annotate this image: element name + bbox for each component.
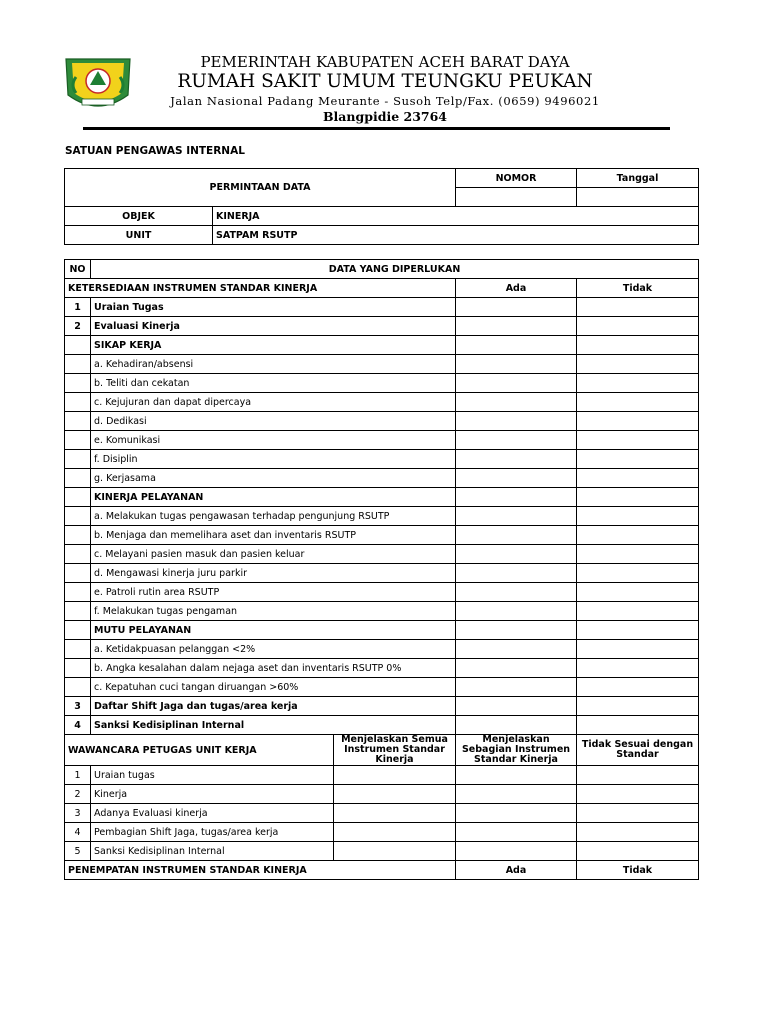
ada-check-cell[interactable] <box>456 583 577 602</box>
tidak-check-cell[interactable] <box>577 545 699 564</box>
row-number: 1 <box>65 298 91 317</box>
ada-check-cell[interactable] <box>456 298 577 317</box>
section3-header-row <box>65 861 699 880</box>
sebagian-check-cell[interactable] <box>456 842 577 861</box>
table-row <box>65 804 699 823</box>
row-text: f. Disiplin <box>91 450 456 469</box>
row-text: b. Teliti dan cekatan <box>91 374 456 393</box>
row-number <box>65 374 91 393</box>
table-row <box>65 317 699 336</box>
row-text: KINERJA PELAYANAN <box>91 488 456 507</box>
semua-check-cell[interactable] <box>334 766 456 785</box>
row-number: 1 <box>65 766 91 785</box>
ada-check-cell[interactable] <box>456 393 577 412</box>
letterhead-government: PEMERINTAH KABUPATEN ACEH BARAT DAYA <box>200 53 570 71</box>
ada-check-cell[interactable] <box>456 507 577 526</box>
ada-check-cell[interactable] <box>456 564 577 583</box>
tidak-check-cell[interactable] <box>577 507 699 526</box>
row-number <box>65 621 91 640</box>
row-number: 5 <box>65 842 91 861</box>
tidak-sesuai-check-cell[interactable] <box>577 823 699 842</box>
header-divider <box>83 127 670 130</box>
sebagian-check-cell[interactable] <box>456 823 577 842</box>
table-row <box>65 431 699 450</box>
sebagian-check-cell[interactable] <box>456 766 577 785</box>
table-row <box>65 716 699 735</box>
section3-col-tidak: Tidak <box>577 861 699 880</box>
request-table <box>64 168 699 245</box>
row-text: Kinerja <box>91 785 334 804</box>
tidak-check-cell[interactable] <box>577 564 699 583</box>
table-row <box>65 469 699 488</box>
table-row <box>65 374 699 393</box>
row-number <box>65 602 91 621</box>
ada-check-cell[interactable] <box>456 621 577 640</box>
table-row <box>65 545 699 564</box>
ada-check-cell[interactable] <box>456 317 577 336</box>
ada-check-cell[interactable] <box>456 545 577 564</box>
ada-check-cell[interactable] <box>456 602 577 621</box>
tidak-check-cell[interactable] <box>577 336 699 355</box>
row-text: a. Ketidakpuasan pelanggan <2% <box>91 640 456 659</box>
row-text: e. Komunikasi <box>91 431 456 450</box>
section2-col-semua: Menjelaskan Semua Instrumen Standar Kinerja <box>334 735 456 766</box>
nomor-value-cell[interactable] <box>456 188 577 207</box>
row-text: Sanksi Kedisiplinan Internal <box>91 716 456 735</box>
data-table <box>64 259 699 880</box>
row-number <box>65 336 91 355</box>
row-text: f. Melakukan tugas pengaman <box>91 602 456 621</box>
ada-check-cell[interactable] <box>456 640 577 659</box>
sebagian-check-cell[interactable] <box>456 785 577 804</box>
unit-value: SATPAM RSUTP <box>213 226 699 245</box>
table-row <box>65 355 699 374</box>
ada-check-cell[interactable] <box>456 469 577 488</box>
letterhead-hospital-name: RUMAH SAKIT UMUM TEUNGKU PEUKAN <box>177 71 593 92</box>
row-text: b. Menjaga dan memelihara aset dan inventaris RSUTP <box>91 526 456 545</box>
table-row <box>65 785 699 804</box>
table-row <box>65 842 699 861</box>
row-text: MUTU PELAYANAN <box>91 621 456 640</box>
row-text: a. Kehadiran/absensi <box>91 355 456 374</box>
row-text: Pembagian Shift Jaga, tugas/area kerja <box>91 823 334 842</box>
table-row <box>65 450 699 469</box>
table-row <box>65 393 699 412</box>
ada-check-cell[interactable] <box>456 450 577 469</box>
tidak-sesuai-check-cell[interactable] <box>577 842 699 861</box>
table-row <box>65 488 699 507</box>
table-row <box>65 507 699 526</box>
unit-title: SATUAN PENGAWAS INTERNAL <box>65 145 245 157</box>
table-row <box>65 659 699 678</box>
row-number <box>65 659 91 678</box>
ada-check-cell[interactable] <box>456 488 577 507</box>
row-number <box>65 393 91 412</box>
row-text: Daftar Shift Jaga dan tugas/area kerja <box>91 697 456 716</box>
row-text: Sanksi Kedisiplinan Internal <box>91 842 334 861</box>
tidak-check-cell[interactable] <box>577 583 699 602</box>
aceh-barat-daya-emblem-logo <box>62 55 134 115</box>
ada-check-cell[interactable] <box>456 355 577 374</box>
nomor-label: NOMOR <box>456 169 577 188</box>
letterhead-city: Blangpidie 23764 <box>322 109 447 124</box>
row-number <box>65 678 91 697</box>
col-no-header: NO <box>65 260 91 279</box>
table-row <box>65 697 699 716</box>
row-text: Uraian tugas <box>91 766 334 785</box>
section2-col-tidak-sesuai: Tidak Sesuai dengan Standar <box>577 735 699 766</box>
row-text: d. Dedikasi <box>91 412 456 431</box>
row-number <box>65 469 91 488</box>
row-text: g. Kerjasama <box>91 469 456 488</box>
row-number <box>65 564 91 583</box>
tanggal-label: Tanggal <box>577 169 699 188</box>
tidak-check-cell[interactable] <box>577 621 699 640</box>
ada-check-cell[interactable] <box>456 526 577 545</box>
row-number: 3 <box>65 697 91 716</box>
letterhead-address: Jalan Nasional Padang Meurante - Susoh Telp/Fax. (0659) 9496021 <box>170 94 600 108</box>
row-text: c. Kepatuhan cuci tangan diruangan >60% <box>91 678 456 697</box>
row-text: b. Angka kesalahan dalam nejaga aset dan inventaris RSUTP 0% <box>91 659 456 678</box>
tidak-check-cell[interactable] <box>577 298 699 317</box>
ada-check-cell[interactable] <box>456 716 577 735</box>
tidak-check-cell[interactable] <box>577 659 699 678</box>
table-row <box>65 766 699 785</box>
table-row <box>65 564 699 583</box>
ada-check-cell[interactable] <box>456 412 577 431</box>
table-row <box>65 602 699 621</box>
tidak-sesuai-check-cell[interactable] <box>577 766 699 785</box>
row-number: 2 <box>65 317 91 336</box>
request-title: PERMINTAAN DATA <box>65 169 456 207</box>
ada-check-cell[interactable] <box>456 431 577 450</box>
row-number <box>65 583 91 602</box>
row-number <box>65 526 91 545</box>
row-number <box>65 431 91 450</box>
ada-check-cell[interactable] <box>456 336 577 355</box>
tidak-check-cell[interactable] <box>577 412 699 431</box>
row-text: e. Patroli rutin area RSUTP <box>91 583 456 602</box>
unit-label: UNIT <box>65 226 213 245</box>
table-row <box>65 678 699 697</box>
table-row <box>65 526 699 545</box>
row-text: Evaluasi Kinerja <box>91 317 456 336</box>
tidak-check-cell[interactable] <box>577 431 699 450</box>
semua-check-cell[interactable] <box>334 804 456 823</box>
tidak-sesuai-check-cell[interactable] <box>577 804 699 823</box>
row-text: d. Mengawasi kinerja juru parkir <box>91 564 456 583</box>
sebagian-check-cell[interactable] <box>456 804 577 823</box>
semua-check-cell[interactable] <box>334 842 456 861</box>
table-row <box>65 823 699 842</box>
tidak-check-cell[interactable] <box>577 355 699 374</box>
tidak-check-cell[interactable] <box>577 716 699 735</box>
semua-check-cell[interactable] <box>334 823 456 842</box>
row-text: Uraian Tugas <box>91 298 456 317</box>
row-number: 2 <box>65 785 91 804</box>
ada-check-cell[interactable] <box>456 697 577 716</box>
table-row <box>65 583 699 602</box>
tidak-sesuai-check-cell[interactable] <box>577 785 699 804</box>
row-text: a. Melakukan tugas pengawasan terhadap pengunjung RSUTP <box>91 507 456 526</box>
ada-check-cell[interactable] <box>456 659 577 678</box>
section3-title: PENEMPATAN INSTRUMEN STANDAR KINERJA <box>65 861 456 880</box>
tanggal-value-cell[interactable] <box>577 188 699 207</box>
row-number <box>65 507 91 526</box>
tidak-check-cell[interactable] <box>577 526 699 545</box>
tidak-check-cell[interactable] <box>577 317 699 336</box>
tidak-check-cell[interactable] <box>577 393 699 412</box>
table-row <box>65 412 699 431</box>
section2-col-sebagian: Menjelaskan Sebagian Instrumen Standar Kinerja <box>456 735 577 766</box>
tidak-check-cell[interactable] <box>577 640 699 659</box>
table-row <box>65 298 699 317</box>
objek-label: OBJEK <box>65 207 213 226</box>
col-data-header: DATA YANG DIPERLUKAN <box>91 260 699 279</box>
table-row <box>65 336 699 355</box>
section1-col-tidak: Tidak <box>577 279 699 298</box>
table-row <box>65 621 699 640</box>
row-text: SIKAP KERJA <box>91 336 456 355</box>
row-number <box>65 640 91 659</box>
row-number: 4 <box>65 823 91 842</box>
tidak-check-cell[interactable] <box>577 450 699 469</box>
ada-check-cell[interactable] <box>456 374 577 393</box>
row-number <box>65 450 91 469</box>
row-text: c. Kejujuran dan dapat dipercaya <box>91 393 456 412</box>
section3-col-ada: Ada <box>456 861 577 880</box>
section1-col-ada: Ada <box>456 279 577 298</box>
tidak-check-cell[interactable] <box>577 602 699 621</box>
tidak-check-cell[interactable] <box>577 488 699 507</box>
semua-check-cell[interactable] <box>334 785 456 804</box>
row-number <box>65 545 91 564</box>
row-number: 4 <box>65 716 91 735</box>
table-row <box>65 640 699 659</box>
ada-check-cell[interactable] <box>456 678 577 697</box>
row-number <box>65 355 91 374</box>
row-text: c. Melayani pasien masuk dan pasien keluar <box>91 545 456 564</box>
tidak-check-cell[interactable] <box>577 678 699 697</box>
tidak-check-cell[interactable] <box>577 697 699 716</box>
tidak-check-cell[interactable] <box>577 374 699 393</box>
objek-value: KINERJA <box>213 207 699 226</box>
section2-header-row <box>65 735 699 766</box>
row-number: 3 <box>65 804 91 823</box>
row-number <box>65 412 91 431</box>
section2-title: WAWANCARA PETUGAS UNIT KERJA <box>65 735 334 766</box>
section1-title: KETERSEDIAAN INSTRUMEN STANDAR KINERJA <box>65 279 456 298</box>
row-number <box>65 488 91 507</box>
row-text: Adanya Evaluasi kinerja <box>91 804 334 823</box>
tidak-check-cell[interactable] <box>577 469 699 488</box>
